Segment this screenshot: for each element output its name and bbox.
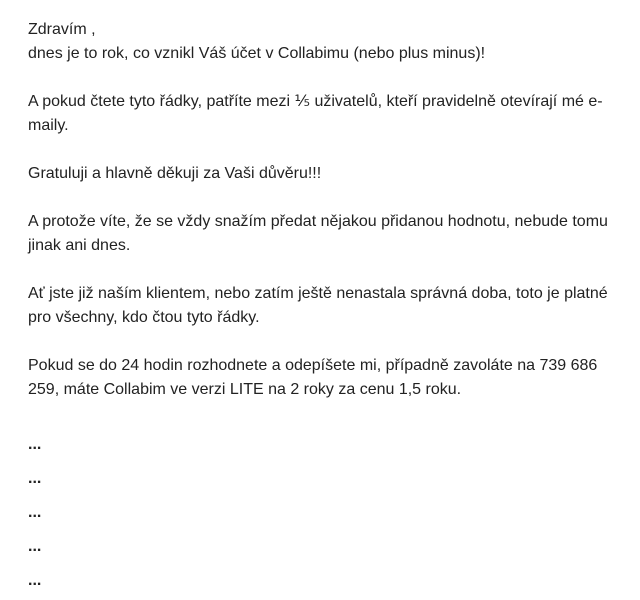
- ellipsis-line: ...: [28, 572, 42, 589]
- ellipsis-line: ...: [28, 436, 42, 453]
- ellipsis-line: ...: [28, 538, 42, 555]
- paragraph-thanks: Gratuluji a hlavně děkuji za Vaši důvěru!!!: [28, 165, 322, 182]
- ellipsis-list: [28, 428, 608, 598]
- greeting-paragraph: [28, 18, 608, 66]
- paragraph-offer: Pokud se do 24 hodin rozhodnete a odepíšete mi, případně zavoláte na 739 686 259, máte Collabim ve verzi LITE na 2 roky za cenu 1,5 roku.: [28, 357, 598, 398]
- paragraph-subscribers: A pokud čtete tyto řádky, patříte mezi ⅕ uživatelů, kteří pravidelně otevírají mé e-maily.: [28, 93, 603, 134]
- intro-text: dnes je to rok, co vznikl Váš účet v Collabimu (nebo plus minus)!: [28, 45, 486, 62]
- ellipsis-line: ...: [28, 504, 42, 521]
- email-body: [28, 18, 608, 598]
- paragraph-valid-for-all: Ať jste již naším klientem, nebo zatím ještě nenastala správná doba, toto je platné pro všechny, kdo čtou tyto řádky.: [28, 285, 608, 326]
- paragraph-added-value: A protože víte, že se vždy snažím předat nějakou přidanou hodnotu, nebude tomu jinak ani dnes.: [28, 213, 608, 254]
- ellipsis-line: ...: [28, 470, 42, 487]
- greeting-text: Zdravím ,: [28, 21, 96, 38]
